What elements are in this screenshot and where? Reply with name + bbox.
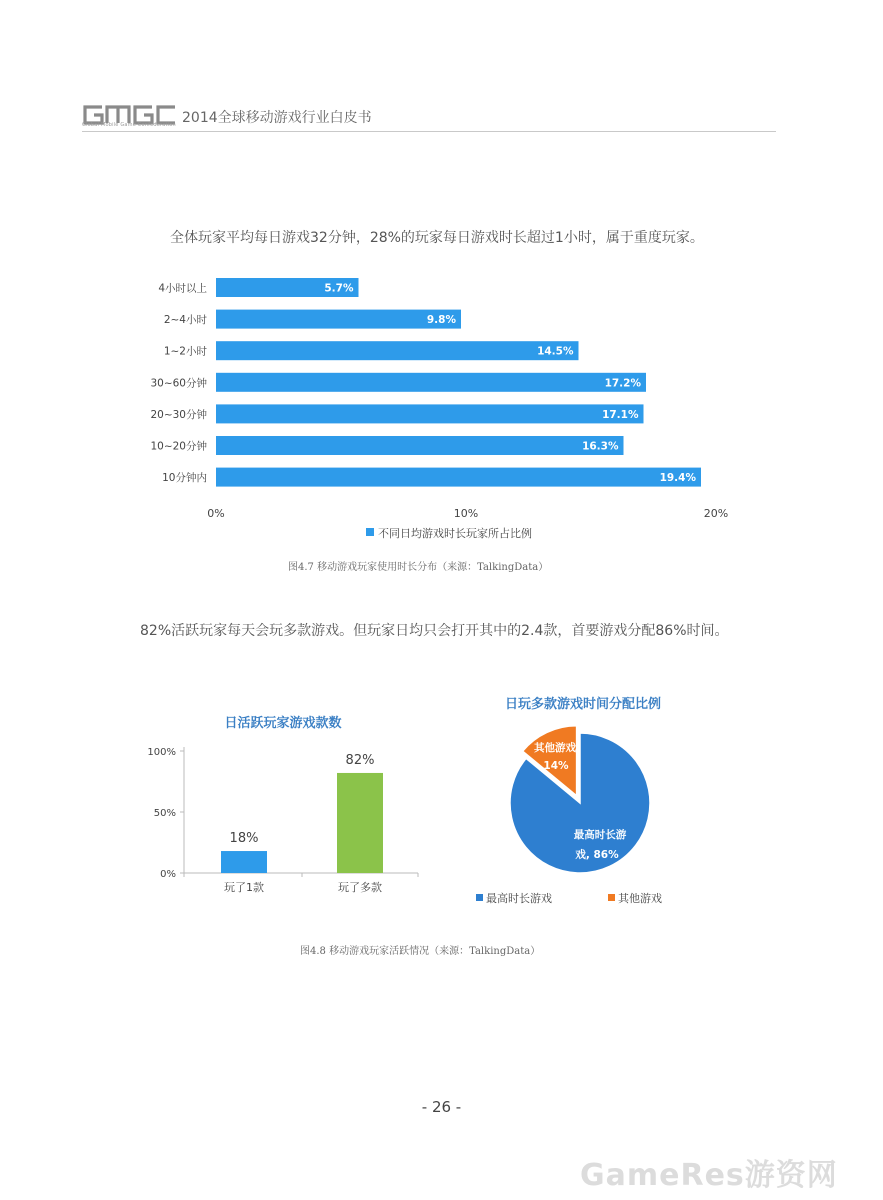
- x-tick-label: 20%: [703, 507, 729, 520]
- legend-swatch: [366, 528, 374, 536]
- pie-label: 14%: [543, 760, 569, 772]
- bar-value-label: 16.3%: [582, 440, 619, 453]
- paragraph-2: 82%活跃玩家每天会玩多款游戏。但玩家日均只会打开其中的2.4款，首要游戏分配86%时间。: [140, 623, 729, 639]
- bar-value-label: 19.4%: [659, 472, 696, 485]
- bar-value-label: 5.7%: [324, 282, 354, 295]
- legend-label: 其他游戏: [618, 892, 662, 905]
- category-label: 玩了多款: [338, 881, 382, 894]
- y-tick-label: 0%: [160, 869, 176, 880]
- chart-title: 日玩多款游戏时间分配比例: [504, 697, 662, 712]
- bar-value-label: 9.8%: [426, 314, 456, 327]
- bar-value-label: 17.1%: [602, 408, 639, 421]
- y-tick-label: 50%: [153, 808, 176, 819]
- document-title: 2014全球移动游戏行业白皮书: [182, 110, 372, 126]
- bar: [216, 468, 701, 487]
- category-label: 1~2小时: [163, 345, 207, 358]
- bar: [337, 773, 383, 873]
- x-tick-label: 0%: [207, 507, 225, 520]
- chart-title: 日活跃玩家游戏款数: [224, 716, 342, 731]
- bar: [216, 310, 461, 329]
- category-label: 30~60分钟: [150, 377, 207, 390]
- category-label: 4小时以上: [158, 282, 207, 295]
- bar: [216, 436, 624, 455]
- bar: [216, 341, 579, 360]
- pie-label: 最高时长游: [573, 829, 627, 841]
- x-tick-label: 10%: [453, 507, 479, 520]
- bar-value-label: 14.5%: [537, 345, 574, 358]
- time-allocation-pie-chart: [455, 690, 715, 915]
- legend-swatch: [608, 894, 615, 901]
- bar-value-label: 18%: [229, 831, 259, 847]
- bar: [216, 404, 644, 423]
- pie-label: 戏, 86%: [575, 849, 619, 861]
- bar: [216, 373, 646, 392]
- category-label: 10~20分钟: [150, 440, 207, 453]
- legend-label: 不同日均游戏时长玩家所占比例: [378, 527, 532, 540]
- bar-value-label: 82%: [345, 752, 375, 768]
- watermark: GameRes游资网: [580, 1158, 838, 1193]
- bar-value-label: 17.2%: [604, 377, 641, 390]
- figure-4-8-caption: 图4.8 移动游戏玩家活跃情况（来源：TalkingData）: [300, 946, 541, 957]
- duration-bar-chart: [140, 270, 760, 550]
- bar: [221, 851, 267, 873]
- paragraph-1: 全体玩家平均每日游戏32分钟，28%的玩家每日游戏时长超过1小时，属于重度玩家。: [170, 230, 704, 246]
- header-divider: [82, 131, 776, 132]
- category-label: 10分钟内: [162, 472, 207, 485]
- game-count-bar-chart: [140, 705, 440, 915]
- legend-swatch: [476, 894, 483, 901]
- legend-label: 最高时长游戏: [486, 892, 552, 905]
- logo-subtitle: Global Mobile Game Confederation: [82, 122, 176, 128]
- pie-label: 其他游戏: [534, 742, 576, 754]
- figure-4-7-caption: 图4.7 移动游戏玩家使用时长分布（来源：TalkingData）: [288, 562, 549, 573]
- category-label: 20~30分钟: [150, 408, 207, 421]
- category-label: 2~4小时: [163, 314, 207, 327]
- y-tick-label: 100%: [147, 747, 176, 758]
- category-label: 玩了1款: [224, 881, 264, 894]
- page-number: - 26 -: [421, 1098, 462, 1116]
